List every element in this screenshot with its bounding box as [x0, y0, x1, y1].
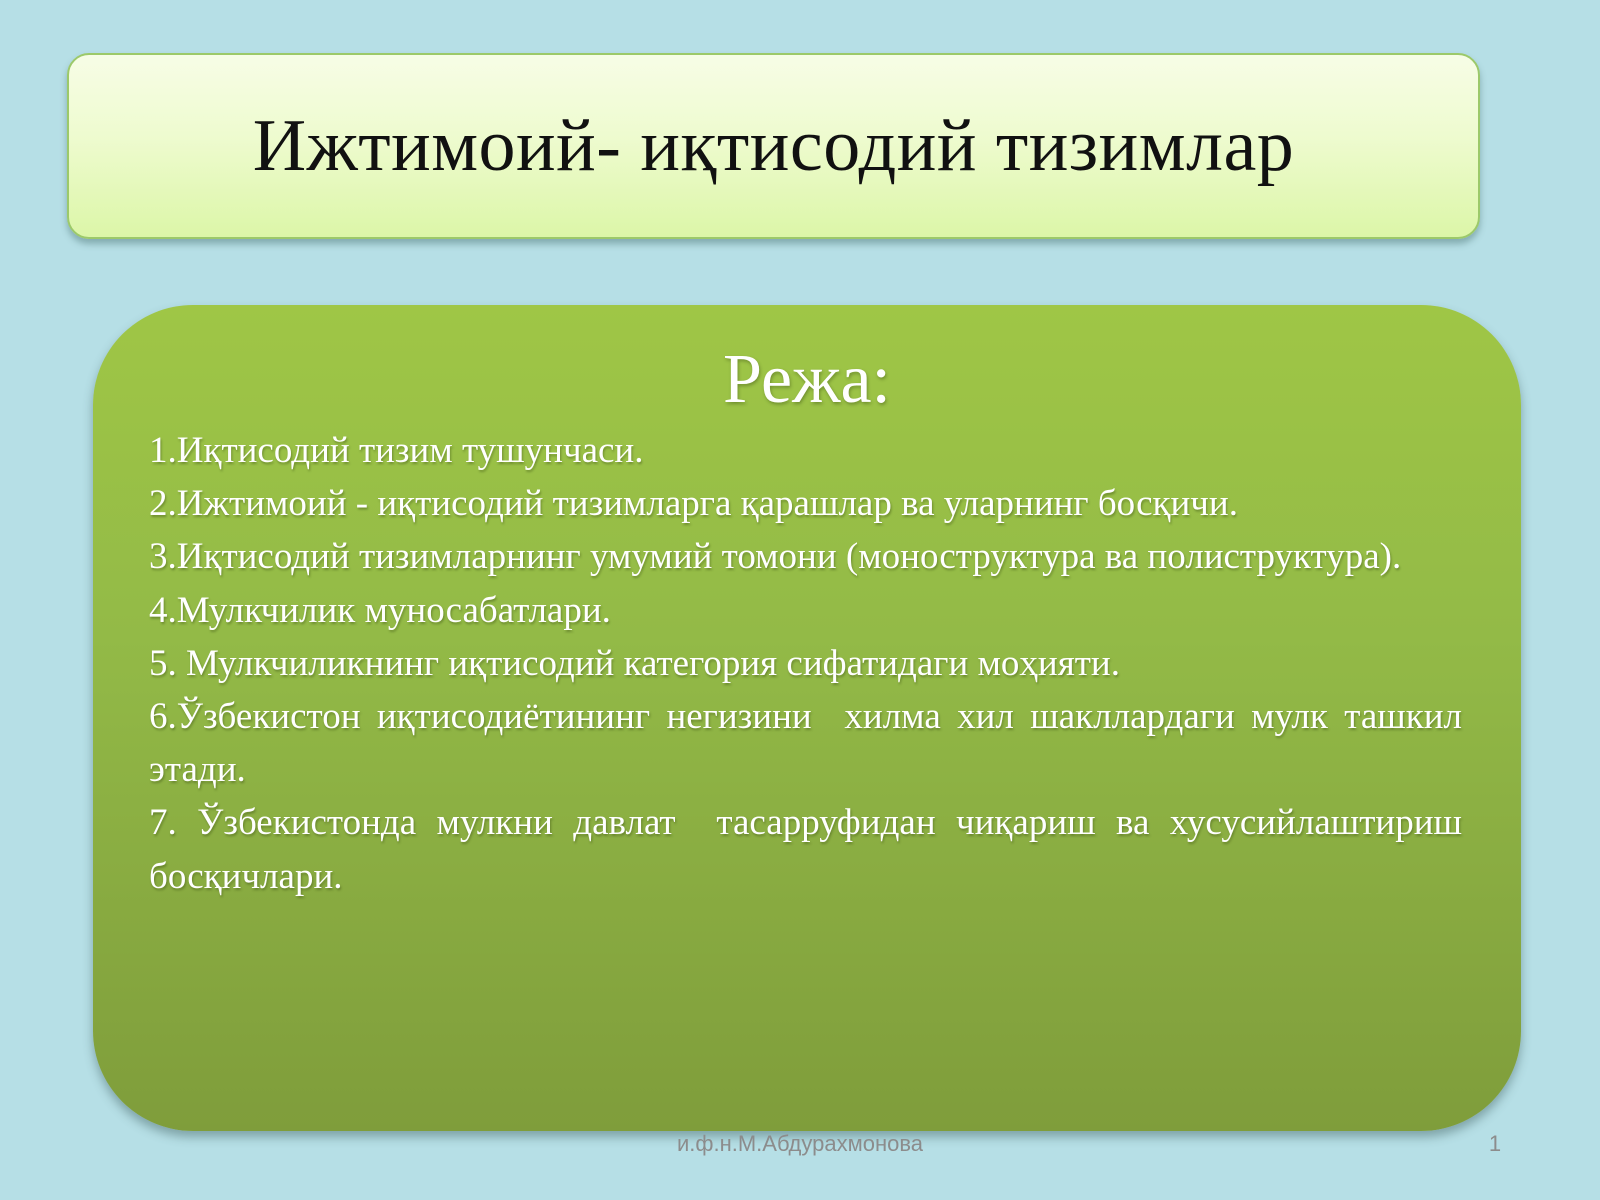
plan-item-5: 5. Мулкчиликнинг иқтисодий категория сифатидаги моҳияти. — [149, 642, 1120, 684]
plan-box — [93, 305, 1521, 1131]
plan-item-2: 2.Ижтимоий - иқтисодий тизимларга қарашлар ва уларнинг босқичи. — [149, 483, 1238, 525]
page-number: 1 — [1488, 1131, 1502, 1156]
title-box — [67, 53, 1480, 239]
plan-item-6: 6.Ўзбекистон иқтисодиётининг негизини хилма хил шакллардаги мулк ташкил этади. — [149, 696, 1472, 791]
plan-item-3: 3.Иқтисодий тизимларнинг умумий томони (моноструктура ва полиструктура). — [149, 536, 1402, 578]
plan-item-4: 4.Мулкчилик муносабатлари. — [149, 589, 611, 631]
plan-list — [149, 424, 1472, 903]
plan-item-1: 1.Иқтисодий тизим тушунчаси. — [149, 430, 644, 471]
plan-heading: Режа: — [723, 341, 891, 418]
footer-author: и.ф.н.М.Абдурахмонова — [676, 1131, 924, 1156]
plan-item-7: 7. Ўзбекистонда мулкни давлат тасарруфидан чиқариш ва хусусийлаштириш босқичлари. — [149, 802, 1472, 897]
slide-title: Ижтимоий- иқтисодий тизимлар — [252, 104, 1295, 187]
